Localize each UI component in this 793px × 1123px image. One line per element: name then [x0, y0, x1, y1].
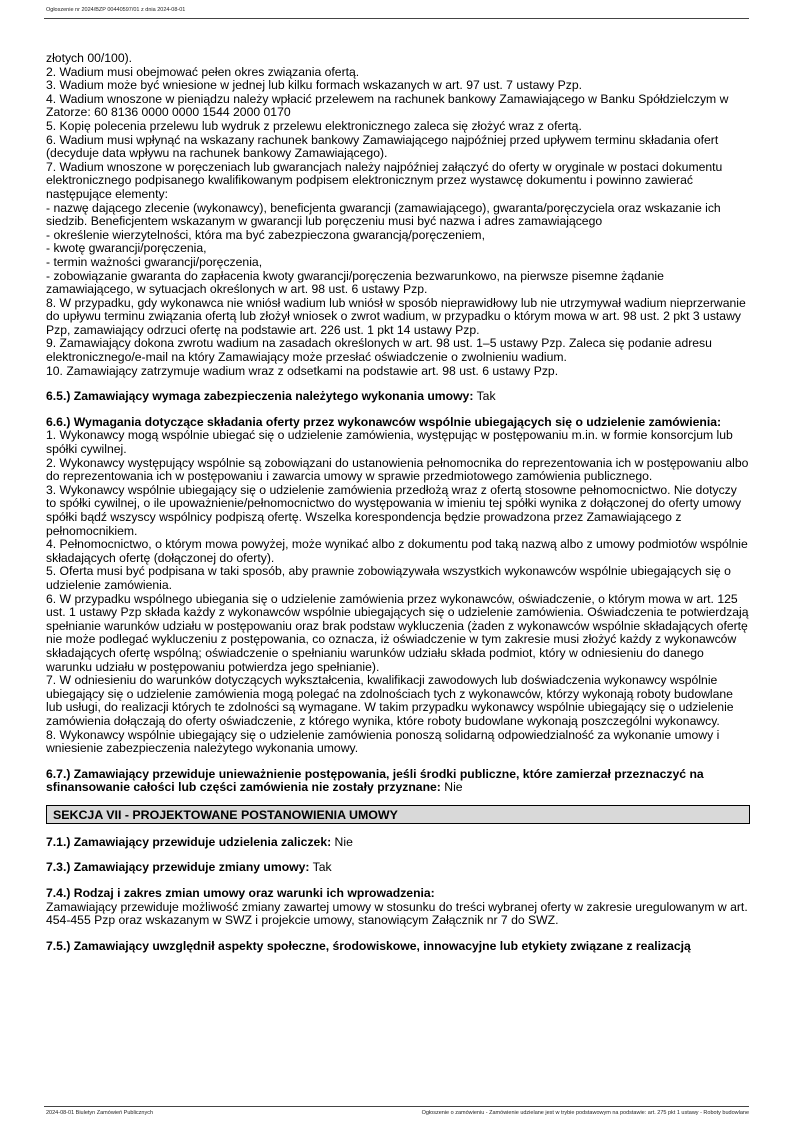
- wadium-line: - kwotę gwarancji/poręczenia,: [46, 241, 207, 256]
- document-body: [46, 52, 750, 953]
- footer-rule: [44, 1106, 749, 1107]
- section-7-1-label: 7.1.) Zamawiający przewiduje udzielenia zaliczek:: [46, 834, 332, 849]
- list-item: 3. Wykonawcy wspólnie ubiegający się o udzielenie zamówienia przedłożą wraz z ofertą stosowne pełnomocnictwo. Nie dotyczy to spółki cywilnej, o ile upoważnienie/pełnomocnictwo do występowania w imieniu tej spółki wynika z dołączonej do oferty umowy spółki bądź wszyscy wspólnicy podpiszą ofertę. Wszelka korespondencja będzie prowadzona przez Zamawiającego z pełnomocnikiem.: [46, 482, 742, 538]
- wadium-line: - określenie wierzytelności, która ma być zabezpieczona gwarancją/poręczeniem,: [46, 227, 485, 242]
- section-6-7-value: Nie: [440, 780, 463, 795]
- wadium-line: 2. Wadium musi obejmować pełen okres związania ofertą.: [46, 64, 360, 79]
- section-7-5-label: 7.5.) Zamawiający uwzględnił aspekty społeczne, środowiskowe, innowacyjne lub etykiety związane z realizacją: [46, 938, 691, 953]
- wadium-list: [46, 52, 750, 378]
- section-6-5-label: 6.5.) Zamawiający wymaga zabezpieczenia należytego wykonania umowy:: [46, 389, 474, 404]
- section-6-7-label: 6.7.) Zamawiający przewiduje unieważnienie postępowania, jeśli środki publiczne, które zamierzał przeznaczyć na sfinansowanie całości lub części zamówienia nie zostały przyznane:: [46, 766, 704, 795]
- wadium-line: 9. Zamawiający dokona zwrotu wadium na zasadach określonych w art. 98 ust. 1–5 ustawy Pzp. Zaleca się podanie adresu elektronicznego/e-mail na który Zamawiający może przesłać oświadczenie o zwolnieniu wadium.: [46, 336, 712, 365]
- section-7-1: [46, 836, 750, 850]
- wadium-line: 6. Wadium musi wpłynąć na wskazany rachunek bankowy Zamawiającego najpóźniej przed upływem terminu składania ofert (decyduje data wpływu na rachunek bankowy Zamawiającego).: [46, 132, 719, 161]
- wadium-line: 5. Kopię polecenia przelewu lub wydruk z przelewu elektronicznego zaleca się złożyć wraz z ofertą.: [46, 118, 582, 133]
- footer-right: Ogłoszenie o zamówieniu - Zamówienie udzielane jest w trybie podstawowym na podstawie: art. 275 pkt 1 ustawy - Roboty budowlane: [421, 1110, 749, 1116]
- footer-left: 2024-08-01 Biuletyn Zamówień Publicznych: [46, 1110, 154, 1116]
- wadium-line: 8. W przypadku, gdy wykonawca nie wniósł wadium lub wniósł w sposób nieprawidłowy lub nie utrzymywał wadium nieprzerwanie do upływu terminu związania ofertą lub złożył wniosek o zwrot wadium, w przypadku o którym mowa w art. 98 ust. 2 pkt 3 ustawy Pzp, zamawiający odrzuci ofertę na podstawie art. 226 ust. 1 pkt 14 ustawy Pzp.: [46, 295, 746, 337]
- wadium-line: - termin ważności gwarancji/poręczenia,: [46, 254, 263, 269]
- section-6-6-list: [46, 429, 750, 755]
- section-7-1-value: Nie: [331, 834, 353, 849]
- section-7-4-label: 7.4.) Rodzaj i zakres zmian umowy oraz warunki ich wprowadzenia:: [46, 886, 435, 901]
- section-6-7: [46, 768, 750, 795]
- section-6-5-value: Tak: [473, 389, 496, 404]
- wadium-line: - zobowiązanie gwaranta do zapłacenia kwoty gwarancji/poręczenia bezwarunkowo, na pierwsze pisemne żądanie zamawiającego, w sytuacjach określonych w art. 98 ust. 6 ustawy Pzp.: [46, 268, 664, 297]
- wadium-line: - nazwę dającego zlecenie (wykonawcy), beneficjenta gwarancji (zamawiającego), gwaranta/poręczyciela oraz wskazanie ich siedzib. Beneficjentem wskazanym w gwarancji lub poręczeniu musi być nazwa i adres zamawiającego: [46, 200, 721, 229]
- list-item: 5. Oferta musi być podpisana w taki sposób, aby prawnie zobowiązywała wszystkich wykonawców wspólnie ubiegających się o udzielenie zamówienia.: [46, 564, 731, 592]
- list-item: 2. Wykonawcy występujący wspólnie są zobowiązani do ustanowienia pełnomocnika do reprezentowania ich w postępowaniu albo do reprezentowania ich w postępowaniu i zawarcia umowy w sprawie przedmiotowego zamówienia publicznego.: [46, 455, 749, 484]
- list-item: 6. W przypadku wspólnego ubiegania się o udzielenie zamówienia przez wykonawców, oświadczenie, o którym mowa w art. 125 ust. 1 ustawy Pzp składa każdy z wykonawców wspólnie ubiegających się o udzielenie zamówienia. Oświadczenia te potwierdzają spełnianie warunków udziału w postępowaniu oraz brak podstaw wykluczenia (żaden z wykonawców wspólnie składających ofertę nie może podlegać wykluczeniu z postępowania, co oznacza, iż oświadczenie w tym zakresie musi złożyć każdy z wykonawców składających ofertę wspólną; oświadczenie o spełnianiu warunków udziału składa podmiot, który w odniesieniu do danego warunku udziału w postępowaniu potwierdza jego spełnianie).: [46, 591, 749, 674]
- section-7-3-value: Tak: [309, 860, 332, 875]
- section-7-3: [46, 861, 750, 875]
- section-heading: SEKCJA VII - PROJEKTOWANE POSTANOWIENIA UMOWY: [46, 805, 750, 824]
- wadium-line: złotych 00/100).: [46, 51, 133, 65]
- header-rule: [44, 18, 749, 19]
- list-item: 1. Wykonawcy mogą wspólnie ubiegać się o udzielenie zamówienia, występując w postępowaniu m.in. w formie konsorcjum lub spółki cywilnej.: [46, 428, 733, 457]
- page-header: Ogłoszenie nr 2024/BZP 00440597/01 z dnia 2024-08-01: [46, 7, 186, 13]
- list-item: 8. Wykonawcy wspólnie ubiegający się o udzielenie zamówienia ponoszą solidarną odpowiedzialność za wykonanie umowy i wniesienie zabezpieczenia należytego wykonania umowy.: [46, 727, 720, 756]
- section-6-6-label: 6.6.) Wymagania dotyczące składania oferty przez wykonawców wspólnie ubiegających się o udzielenie zamówienia:: [46, 414, 722, 429]
- list-item: 4. Pełnomocnictwo, o którym mowa powyżej, może wynikać albo z dokumentu pod taką nazwą albo z umowy podmiotów wspólnie składających ofertę (dołączonej do oferty).: [46, 537, 748, 565]
- section-7-3-label: 7.3.) Zamawiający przewiduje zmiany umowy:: [46, 860, 310, 875]
- wadium-line: 3. Wadium może być wniesione w jednej lub kilku formach wskazanych w art. 97 ust. 7 ustawy Pzp.: [46, 78, 583, 93]
- list-item: 7. W odniesieniu do warunków dotyczących wykształcenia, kwalifikacji zawodowych lub doświadczenia wykonawcy wspólnie ubiegający się o udzielenie zamówienia mogą polegać na zdolnościach tych z wykonawców, którzy wykonają roboty budowlane lub usługi, do realizacji których te zdolności są wymagane. W takim przypadku wykonawcy wspólnie ubiegający się o udzielenie zamówienia dołączają do oferty oświadczenie, z którego wynika, które roboty budowlane wykonają poszczególni wykonawcy.: [46, 673, 734, 728]
- wadium-line: 7. Wadium wnoszone w poręczeniach lub gwarancjach należy najpóźniej załączyć do oferty w oryginale w postaci dokumentu elektronicznego podpisanego kwalifikowanym podpisem elektronicznym przez wystawcę dokumentu i powinno zawierać następujące elementy:: [46, 159, 723, 201]
- wadium-line: 10. Zamawiający zatrzymuje wadium wraz z odsetkami na podstawie art. 98 ust. 6 ustawy Pzp.: [46, 363, 559, 378]
- section-6-5: [46, 390, 750, 404]
- section-7-4-text: Zamawiający przewiduje możliwość zmiany zawartej umowy w stosunku do treści wybranej oferty w zakresie uregulowanym w art. 454-455 Pzp oraz wskazanym w SWZ i projekcie umowy, stanowiącym Załącznik nr 7 do SWZ.: [46, 899, 748, 928]
- wadium-line: 4. Wadium wnoszone w pieniądzu należy wpłacić przelewem na rachunek bankowy Zamawiającego w Banku Spółdzielczym w Zatorze: 60 8136 0000 0000 1544 2000 0170: [46, 91, 729, 120]
